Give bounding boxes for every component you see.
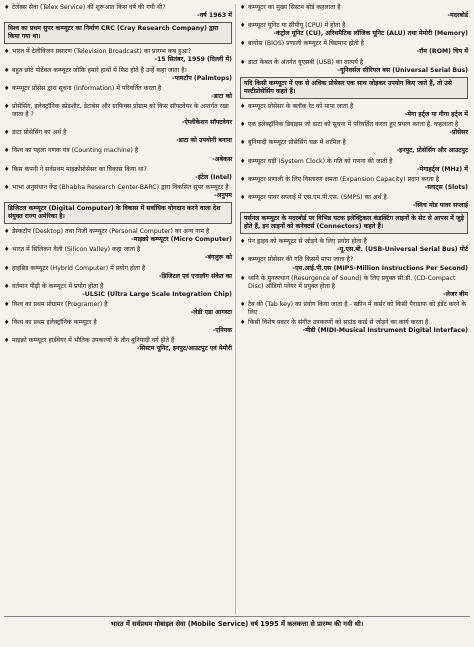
question-item (240, 158, 468, 174)
diamond-bullet-icon: ♦ (4, 282, 10, 290)
answer-text: -मेगा हर्ट्ज या गीगा हर्ट्ज में (404, 111, 468, 119)
diamond-bullet-icon: ♦ (240, 157, 246, 165)
question-item (4, 265, 232, 281)
question-text: विश्व का प्रथम इलेक्ट्रॉनिक कम्प्यूटर है (12, 319, 97, 327)
question-text: किस कंपनी ने सर्वप्रथम माइक्रोप्रोसेसर का विकास किया था? (12, 165, 147, 173)
question-item (240, 4, 468, 20)
question-text: विश्व का पहला गणक यंत्र (Counting machine) है (12, 147, 139, 155)
diamond-bullet-icon: ♦ (4, 66, 10, 74)
question-text: भाभा अनुसंधान केंद्र (Bhabha Research Center-BARC) द्वारा विकसित सुपर कम्प्यूटर है (12, 183, 229, 191)
diamond-bullet-icon: ♦ (4, 300, 10, 308)
question-text: कम्प्यूटर प्रोसेसर के क्लॉक रेट को मापा जाता है (248, 102, 354, 110)
diamond-bullet-icon: ♦ (4, 102, 10, 110)
highlight-box: विश्व का प्रथम सुपर कम्प्यूटर का निर्माण CRC (Cray Research Company) द्वारा किया गया था। (4, 22, 232, 44)
question-item (240, 256, 468, 272)
question-text: वर्तमान पीढ़ी के कम्प्यूटर में प्रयोग होता है (12, 282, 104, 290)
answer-text: -डिजिटल एवं एनालॉग संकेत का (158, 272, 232, 280)
question-text: कम्प्यूटर का मुख्य सिस्टम बोर्ड कहलाता है (248, 4, 341, 11)
question-text: कम्प्यूटर घड़ी (System Clock) के गति को गणना की जाती है (248, 157, 393, 165)
diamond-bullet-icon: ♦ (4, 228, 10, 236)
question-item (240, 301, 468, 317)
question-item (4, 129, 232, 145)
answer-text: -प्रोसेसर (449, 129, 468, 137)
question-text: टैब की (Tab key) का प्रयोग किया जाता है - स्क्रीन में कर्सर को किसी पैराग्राफ को इंडेंट करने के लिए (248, 300, 467, 316)
highlight-box: पर्सनल कम्प्यूटर के मदरबोर्ड पर विभिन्न घटक इलेक्ट्रिकल कंडक्टिंग लाइनों के सेट से आपस में जुड़े होते हैं, इन लाइनों को कनेक्टर्स (Connectors) कहते हैं। (240, 212, 468, 234)
left-column (4, 4, 232, 355)
question-item (4, 48, 232, 64)
question-item (240, 275, 468, 299)
highlight-box: डिजिटल कम्प्यूटर (Digital Computer) के विकास में सर्वाधिक योगदान करने वाला देश संयुक्त राज्य अमेरिका है। (4, 202, 232, 224)
question-text: माइक्रो कम्प्यूटर हार्डवेयर में भौतिक उपकरणों के तीन बुनियादी वर्ग होते हैं (12, 337, 175, 345)
answer-text: -वर्ष 1963 में (197, 12, 232, 20)
answer-text: -15 सितंबर, 1959 (दिल्ली में) (154, 56, 232, 64)
answer-text: -स्लाट्स (Slots) (424, 183, 468, 191)
answer-text: -ऐप्लीकेशन सॉफ्टवेयर (181, 119, 232, 127)
answer-text: -अनुपम (214, 191, 232, 199)
question-text: टेलेक्स सेवा (Telex Service) की शुरूआत किस वर्ष की गयी थी? (12, 4, 166, 11)
question-text: कम्प्यूटर पावर सप्लाई में एस.एम.पी.एस. (SMPS) का अर्थ है (248, 193, 387, 201)
diamond-bullet-icon: ♦ (4, 246, 10, 254)
answer-text: -यूनिवर्सल सीरियल बस (Universal Serial Bus) (337, 66, 468, 74)
question-text: पेन ड्राइव को कम्प्यूटर से जोड़ने के लिए प्रयोग होता है (248, 238, 367, 246)
answer-text: -मेगाहर्ट्ज (MHz) में (417, 165, 468, 173)
question-item (4, 184, 232, 200)
answer-text: -एनियक (212, 327, 232, 335)
diamond-bullet-icon: ♦ (4, 264, 10, 272)
question-text: हाइब्रिड कम्प्यूटर (Hybrid Computer) में प्रयोग होता है (12, 264, 146, 272)
question-text: बायोस (BIOS) प्रणाली कम्प्यूटर में विद्यमान होती है (248, 40, 364, 48)
answer-text: -डाटा को (211, 92, 232, 100)
answer-text: -डाटा को उपयोगी बनाना (176, 137, 232, 145)
diamond-bullet-icon: ♦ (240, 256, 246, 264)
question-text: डाटा प्रोसेसिंग का अर्थ है (12, 129, 67, 137)
question-item (4, 147, 232, 163)
question-item (4, 301, 232, 317)
question-item (4, 228, 232, 244)
question-item (4, 103, 232, 127)
diamond-bullet-icon: ♦ (4, 4, 10, 11)
answer-text: -इनपुट, प्रोसेसिंग और आउटपुट (396, 147, 468, 155)
question-text: डाटा केबल के अंतर्गत यूएसबी (USB) का तात्पर्य है (248, 58, 364, 66)
question-item (4, 85, 232, 101)
answer-text: -रॉम (ROM) चिप में (416, 48, 468, 56)
question-text: बहुत छोटे पोर्टेबल कम्प्यूटर जोकि हमारे हाथों में फिट होते हैं उन्हें कहा जाता है। (12, 66, 187, 74)
question-item (240, 139, 468, 155)
question-item (240, 194, 468, 210)
diamond-bullet-icon: ♦ (240, 193, 246, 201)
footer-note: भारत में सर्वप्रथम मोबाइल सेवा (Mobile Service) वर्ष 1995 में कलकत्ता से प्रारम्भ की गयी थी। (4, 616, 470, 629)
answer-text: -लेजर बीम (443, 290, 468, 298)
question-text: बुनियादी कम्प्यूटर प्रोसेसिंग चक्र में शामिल है (248, 139, 346, 147)
question-item (4, 4, 232, 20)
answer-text: -ULSIC (Ultra Large Scale Integration Chip) (82, 290, 232, 298)
answer-text: -मीडी (MIDI-Musical Instrument Digital Interface) (302, 327, 468, 335)
answer-text: -सिस्टम यूनिट, इनपुट/आउटपुट एवं मेमोरी (136, 345, 232, 353)
diamond-bullet-icon: ♦ (4, 319, 10, 327)
diamond-bullet-icon: ♦ (4, 48, 10, 56)
question-text: एक इलेक्ट्रॉनिक डिवाइस जो डाटा को सूचना में परिवर्तित करता हुए प्रयत्न करता है, कहलाता है (248, 121, 459, 129)
right-column (240, 4, 468, 337)
answer-text: -इंटेल (Intel) (195, 173, 232, 181)
diamond-bullet-icon: ♦ (4, 84, 10, 92)
answer-text: -बंगलुरू को (204, 254, 232, 262)
diamond-bullet-icon: ♦ (4, 183, 10, 191)
question-text: भारत में सिलिकन वैली (Silicon Valley) कहा जाता है (12, 246, 141, 254)
question-text: किसी विशेष प्रकार के संगीत उपकरणों को साउंड कार्ड से जोड़ने का कार्य करता है (248, 319, 429, 327)
question-text: कम्प्यूटर प्रोसेस द्वारा सूचना (Information) में परिवर्तित करता है (12, 84, 162, 92)
answer-text: -माइक्रो कम्प्यूटर (Micro Computer) (131, 236, 232, 244)
diamond-bullet-icon: ♦ (4, 147, 10, 155)
question-text: भारत में टेलीविजन प्रसारण (Television Broadcast) का प्रारम्भ कब हुआ? (12, 48, 192, 56)
question-item (240, 319, 468, 335)
question-item (4, 283, 232, 299)
diamond-bullet-icon: ♦ (4, 165, 10, 173)
question-item (4, 166, 232, 182)
diamond-bullet-icon: ♦ (240, 22, 246, 30)
diamond-bullet-icon: ♦ (240, 319, 246, 327)
highlight-box: यदि किसी कम्प्यूटर में एक से अधिक प्रोसेसर एक साथ जोड़कर उपयोग किए जाते हैं, तो उसे मल्टीप्रोसेसिंग कहते हैं। (240, 77, 468, 99)
diamond-bullet-icon: ♦ (240, 58, 246, 66)
diamond-bullet-icon: ♦ (240, 121, 246, 129)
diamond-bullet-icon: ♦ (240, 274, 246, 282)
diamond-bullet-icon: ♦ (240, 300, 246, 308)
page (4, 4, 470, 643)
question-item (4, 319, 232, 335)
diamond-bullet-icon: ♦ (240, 139, 246, 147)
diamond-bullet-icon: ♦ (240, 4, 246, 11)
question-item (4, 67, 232, 83)
question-text: प्रोसेसिंग, इलेक्ट्रॉनिक स्प्रेडशीट, डेटाबेस और ग्राफिक्स प्रोग्राम को किस सॉफ्टवेयर के अन्तर्गत रखा जाता है ? (12, 102, 229, 119)
question-text: विश्व का प्रथम प्रोग्रामर (Programer) है (12, 300, 108, 308)
diamond-bullet-icon: ♦ (240, 102, 246, 110)
question-item (4, 246, 232, 262)
diamond-bullet-icon: ♦ (4, 129, 10, 137)
answer-text: -अबेकस (212, 155, 232, 163)
question-item (240, 238, 468, 254)
answer-text: -एम.आई.पी.एस (MIPS-Million Instructions Per Second) (292, 264, 468, 272)
question-item (240, 176, 468, 192)
diamond-bullet-icon: ♦ (240, 238, 246, 246)
question-text: ध्वनि के पुनरुत्थान (Resurgence of Sound) के लिए प्रयुक्त सी.डी. (CD-Compact Disc) ऑडियो प्लेयर में प्रयुक्त होता है (248, 274, 456, 290)
answer-text: -मदरबोर्ड (447, 12, 468, 20)
question-item (240, 103, 468, 119)
question-text: कम्प्यूटर यूनिट या सीपीयू (CPU) में होता है (248, 22, 346, 30)
answer-text: -स्विच मोड पावर सप्लाई (412, 201, 468, 209)
question-item (240, 22, 468, 38)
question-text: डेस्कटॉप (Desktop) तथा निजी कम्प्यूटर (Personal Computer) का अन्य नाम है (12, 228, 210, 236)
question-text: कम्प्यूटर प्रोसेसर की गति किसमें मापा जाता है? (248, 256, 354, 264)
diamond-bullet-icon: ♦ (4, 337, 10, 345)
answer-text: -लेडी एडा आगस्टा (190, 309, 232, 316)
diamond-bullet-icon: ♦ (240, 175, 246, 183)
question-item (240, 121, 468, 137)
answer-text: -कंट्रोल यूनिट (CU), अरिथमैटिक लॉजिक यूनिट (ALU) तथा मेमोरी (Memory) (273, 30, 468, 38)
diamond-bullet-icon: ♦ (240, 40, 246, 48)
answer-text: -यू.एस.बी. (USB-Universal Serial Bus) पोर्ट (337, 246, 468, 254)
column-divider (235, 4, 236, 614)
question-text: कम्प्यूटर प्रणाली के लिए विस्तारण क्षमता (Expansion Capacity) प्रदान करता है (248, 175, 439, 183)
question-item (240, 40, 468, 56)
question-item (240, 59, 468, 75)
question-item (4, 337, 232, 353)
answer-text: -पामटॉप (Palmtops) (172, 74, 232, 82)
